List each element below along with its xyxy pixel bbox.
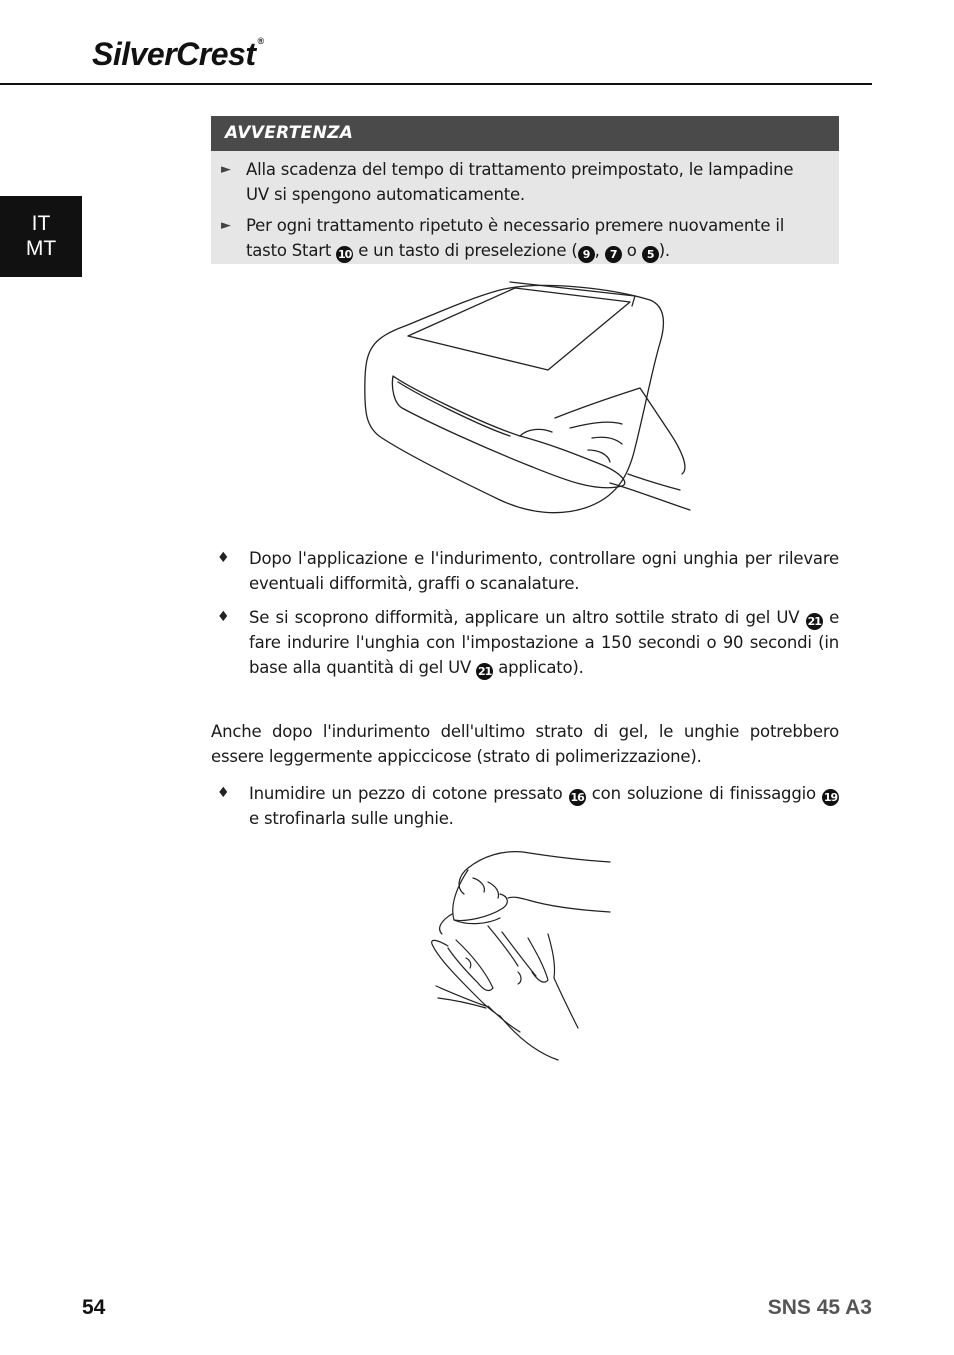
ref-number: 21 [807,615,821,628]
diamond-icon: ♦ [217,785,230,801]
language-it: IT [31,212,51,235]
warning-item-text: Per ogni trattamento ripetuto è necessario premere nuovamente il tasto Start [246,216,785,260]
ref-number: 7 [605,246,622,263]
ref-number: 19 [823,791,838,804]
instructions-1 [211,546,839,689]
bullet-item: ♦ Inumidire un pezzo di cotone pressato 16 con soluzione di finissaggio 19 e strofinarla sulle unghie. [211,781,839,831]
ref-number: 16 [570,791,584,804]
ref-number: 9 [578,246,595,263]
model-number: SNS 45 A3 [767,1296,872,1319]
registered-mark: ® [257,36,264,46]
brand-logo [92,36,264,73]
ref-number: 10 [337,248,352,261]
diamond-icon: ♦ [217,609,230,625]
brand-name: SilverCrest [92,36,256,72]
warning-item [221,157,819,207]
warning-title: AVVERTENZA [211,116,839,151]
header-rule [0,83,872,85]
bullet-item: ♦ Dopo l'applicazione e l'indurimento, controllare ogni unghia per rilevare eventuali difformità, graffi o scanalature. [211,546,839,596]
ref-number: 21 [478,665,492,678]
triangle-right-icon: ► [221,162,231,177]
page-number: 54 [82,1296,106,1319]
bullet-list [211,781,839,831]
warning-item: ► Per ogni trattamento ripetuto è necessario premere nuovamente il tasto Start 10 e un tasto di preselezione ( 9 , 7 o 5 ). [221,213,819,263]
paragraph-block [211,719,839,769]
diamond-icon: ♦ [217,550,230,566]
paragraph: Anche dopo l'indurimento dell'ultimo strato di gel, le unghie potrebbero essere leggermente appiccicose (strato di polimerizzazione). [211,722,839,766]
uv-lamp-illustration [360,278,700,523]
hands-cotton-illustration [428,848,618,1066]
warning-box [211,116,839,264]
warning-list [211,151,839,263]
warning-item-text: Alla scadenza del tempo di trattamento preimpostato, le lampadine UV si spengono automaticamente. [246,160,794,204]
ref-number: 5 [642,246,659,263]
instructions-2 [211,781,839,840]
triangle-right-icon: ► [221,218,231,233]
language-tab [0,196,82,277]
bullet-item: ♦ Se si scoprono difformità, applicare un altro sottile strato di gel UV 21 e fare indurire l'unghia con l'impostazione a 150 secondi o 90 secondi (in base alla quantità di gel UV 21 applicato). [211,605,839,680]
bullet-list [211,546,839,680]
language-mt: MT [25,237,57,260]
